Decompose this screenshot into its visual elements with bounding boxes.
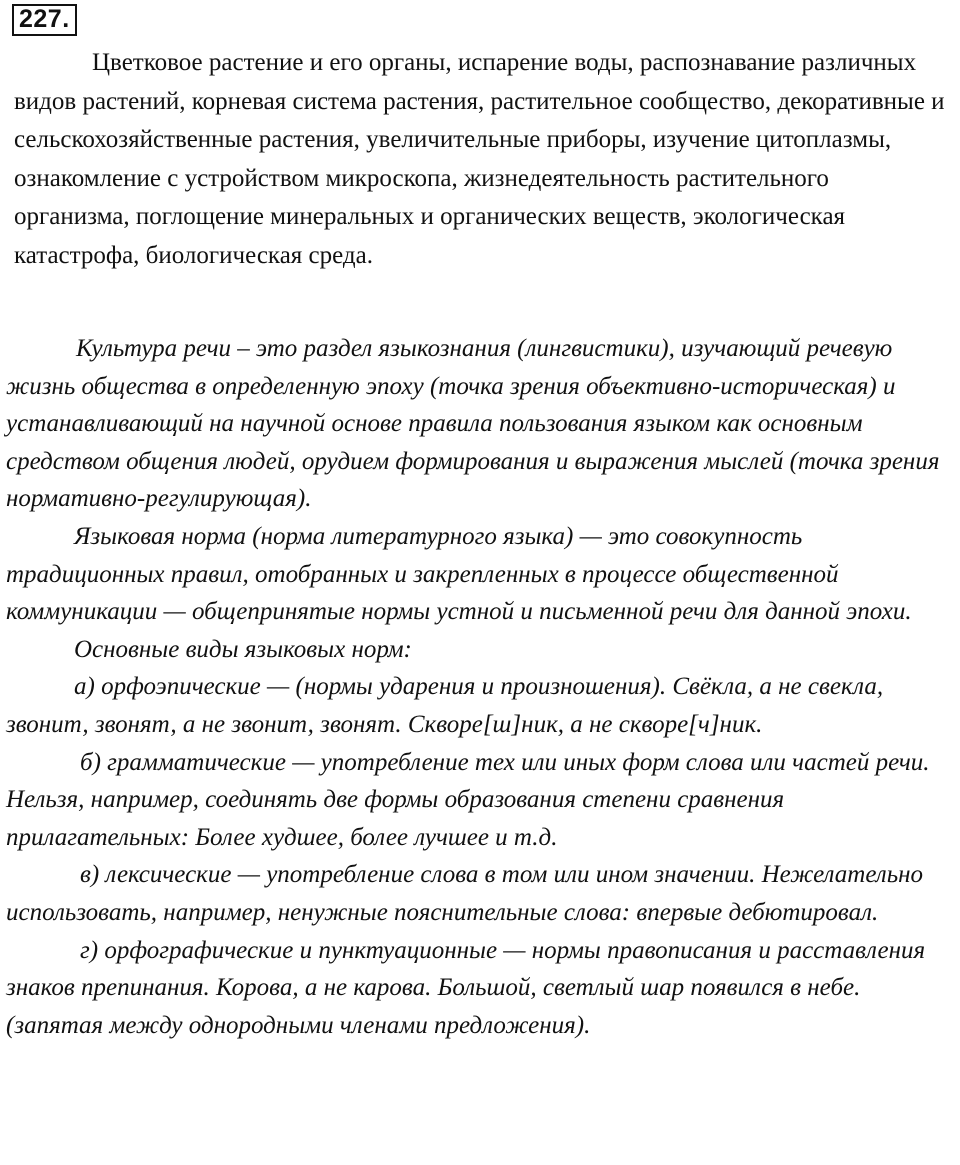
exercise-word-list: Цветковое растение и его органы, испарение воды, распознавание различных видов растений, корневая система растения, растительное сообщество, декоративные и сельскохозяйственные растения, увеличительные приборы, изучение цитоплазмы, ознакомление с устройством микроскопа, жизнедеятельность растительного организма, поглощение минеральных и органических веществ, экологическая катастрофа, биологическая среда. — [14, 49, 945, 269]
language-norm-definition: Языковая норма (норма литературного языка) — это совокупность традиционных правил, отобранных и закрепленных в процессе общественной коммуникации — общепринятые нормы устной и письменной речи для данной эпохи. — [6, 522, 912, 626]
theory-section — [6, 330, 956, 1044]
culture-of-speech-definition: Культура речи – это раздел языкознания (лингвистики), изучающий речевую жизнь общества в определенную эпоху (точка зрения объективно-историческая) и устанавливающий на научной основе правила пользования языком как основным средством общения людей, орудием формирования и выражения мыслей (точка зрения нормативно-регулирующая). — [6, 335, 940, 513]
norm-types-heading: Основные виды языковых норм: — [74, 635, 412, 663]
norm-type-orthoepic: а) орфоэпические — (нормы ударения и произношения). Свёкла, а не свекла, звонит, звонят, а не звонит, звонят. Скворе[ш]ник, а не скворе[ч]ник. — [6, 673, 884, 738]
norm-type-lexical: в) лексические — употребление слова в том или ином значении. Нежелательно использовать, например, ненужные пояснительные слова: впервые дебютировал. — [6, 861, 923, 926]
norm-type-grammatical: б) грамматические — употребление тех или иных форм слова или частей речи. Нельзя, например, соединять две формы образования степени сравнения прилагательных: Более худшее, более лучшее и т.д. — [6, 748, 930, 851]
norm-type-orthographic: г) орфографические и пунктуационные — нормы правописания и расставления знаков препинания. Корова, а не карова. Большой, светлый шар появился в небе. (запятая между однородными членами предложения). — [6, 936, 926, 1039]
exercise-number: 227. — [12, 4, 77, 36]
